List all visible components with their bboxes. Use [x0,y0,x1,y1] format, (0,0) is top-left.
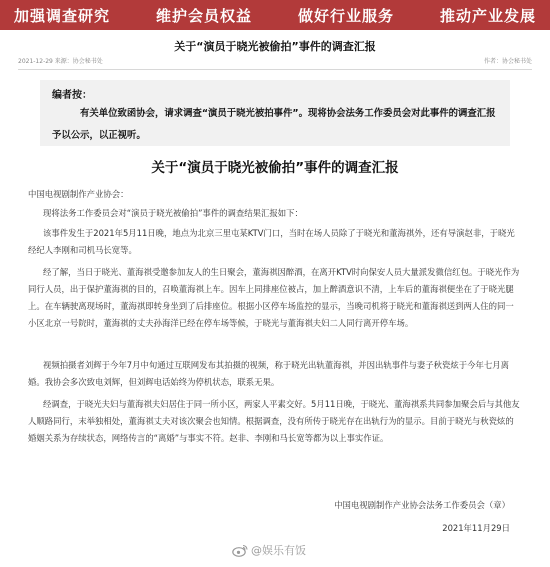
article-title: 关于“演员于晓光被偷拍”事件的调查汇报 [174,40,376,53]
document-paragraph: 现将法务工作委员会对“演员于晓光被偷拍”事件的调查结果汇报如下： [43,208,303,218]
article-meta [18,56,532,70]
document-paragraph: 经了解，当日于晓光、董海祺受邀参加友人的生日聚会，董海祺因醉酒，在离开KTV时向保安人员大量派发微信红包。于晓光作为同行人员，出于保护董海祺的目的，召唤董海祺上车。因车上同排座位被占，加上醉酒意识不清，上车后的董海祺便坐在了于晓光腿上。在车辆驶离现场时，董海祺即转身坐到了后排座位。根据小区停车场监控的显示，当晚司机将于晓光和董海祺送到两人住的同一小区北京一号院时，董海祺的丈夫孙海洋已经在停车场等候，于晓光与董海祺夫妇二人同行离开停车场。 [28,267,520,328]
document-paragraph: 该事件发生于2021年5月11日晚，地点为北京三里屯某KTV门口，当时在场人员除了于晓光和董海祺外，还有导演赵非，于晓光经纪人李刚和司机马长宽等。 [28,228,515,255]
document-signature: 中国电视剧制作产业协会法务工作委员会（章） [334,500,510,510]
banner-item: 推动产业发展 [439,6,536,25]
banner-item: 加强调查研究 [14,6,111,25]
document-date: 2021年11月29日 [442,523,510,533]
banner-item: 做好行业服务 [297,6,394,25]
document-salutation: 中国电视剧制作产业协会： [28,189,129,199]
article-author: 作者：协会秘书处 [483,58,532,65]
top-banner [0,0,550,30]
weibo-icon [232,544,248,557]
article-date-source: 2021-12-29 来源：协会秘书处 [18,58,103,65]
editor-note [40,80,510,146]
document-paragraph: 经调查，于晓光夫妇与董海祺夫妇居住于同一所小区，两家人平素交好。5月11日晚，于晓光、董海祺系共同参加聚会后与其他友人顺路同行，末举独相处，董海祺丈夫对该次聚会也知情。根据调查，没有所传于晓光存在出轨行为的显示。目前于晓光与秋瓷炫的婚姻关系为存续状态，网络传言的“离婚”与事实不符。赵非、李刚和马长宽等都为以上事实作证。 [28,399,520,443]
watermark-text: @娱乐有饭 [251,544,306,557]
editor-note-text: 有关单位致函协会，请求调查“演员于晓光被拍事件”。现将协会法务工作委员会对此事件的调查汇报予以公示，以正视听。 [52,108,496,141]
watermark [232,542,306,558]
editor-note-label: 编者按： [52,90,92,101]
document-paragraph: 视频拍摄者刘辉于今年7月中旬通过互联网发布其拍摄的视频，称于晓光出轨董海祺，并因出轨事件与妻子秋瓷炫于今年七月离婚。我协会多次致电刘辉，但刘辉电话始终为停机状态，联系无果。 [28,360,509,387]
document-title: 关于“演员于晓光被偷拍”事件的调查汇报 [151,160,399,176]
banner-item: 维护会员权益 [155,6,252,25]
